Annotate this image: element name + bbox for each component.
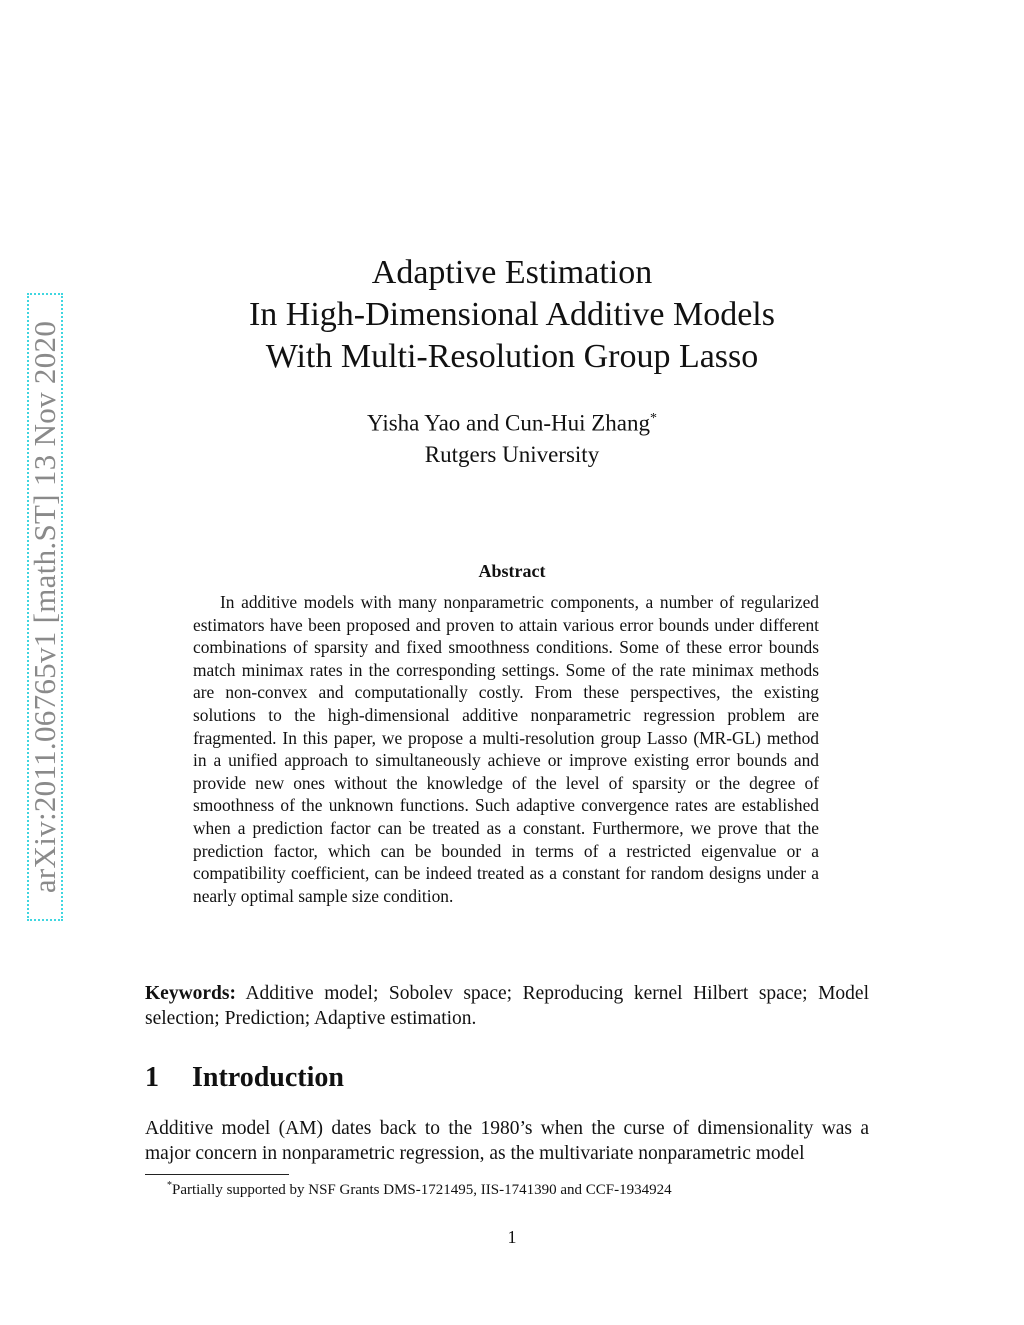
- affiliation: Rutgers University: [424, 441, 600, 467]
- abstract-heading: Abstract: [478, 561, 546, 581]
- title-line: Adaptive Estimation: [371, 254, 653, 291]
- keywords-label: Keywords:: [145, 983, 236, 1004]
- section-heading: [145, 1062, 344, 1094]
- arxiv-identifier-stamp: [27, 293, 63, 921]
- introduction-text: Additive model (AM) dates back to the 1980’s when the curse of dimensionality was a major concern in nonparametric regression, as the multivariate nonparametric model: [145, 1118, 869, 1164]
- title-line: In High-Dimensional Additive Models: [248, 296, 775, 333]
- author-footnote-mark: *: [650, 411, 658, 426]
- keywords-text: Additive model; Sobolev space; Reproducing kernel Hilbert space; Model selection; Prediction; Adaptive estimation.: [145, 983, 869, 1029]
- arxiv-identifier-text: arXiv:2011.06765v1 [math.ST] 13 Nov 2020: [27, 320, 62, 894]
- footnote-divider: [145, 1174, 289, 1175]
- section-number: 1: [145, 1062, 159, 1093]
- author-names-line: [0, 403, 1024, 439]
- author-block: [0, 403, 1024, 470]
- section-title: Introduction: [192, 1062, 344, 1093]
- page-number: 1: [507, 1227, 517, 1247]
- paper-title: [0, 252, 1024, 378]
- author-names: Yisha Yao and Cun-Hui Zhang: [366, 410, 651, 436]
- footnote-mark: *: [167, 1180, 172, 1191]
- footnote: [167, 1180, 672, 1199]
- abstract-text: In additive models with many nonparametric components, a number of regularized estimators have been proposed and proven to attain various error bounds under different combinations of sparsity and fixed smoothness conditions. Some of these error bounds match minimax rates in the corresponding settings. Some of the rate minimax methods are non-convex and computationally costly. From these perspectives, the existing solutions to the high-dimensional additive nonparametric regression problem are fragmented. In this paper, we propose a multi-resolution group Lasso (MR-GL) method in a unified approach to simultaneously achieve or improve existing error bounds and provide new ones without the knowledge of the level of sparsity or the degree of smoothness of the unknown functions. Such adaptive convergence rates are established when a prediction factor can be treated as a constant. Furthermore, we prove that the prediction factor, which can be bounded in terms of a restricted eigenvalue or a compatibility coefficient, can be indeed treated as a constant for random designs under a nearly optimal sample size condition.: [193, 592, 819, 906]
- title-line: With Multi-Resolution Group Lasso: [265, 338, 759, 375]
- keywords-paragraph: [145, 981, 869, 1031]
- footnote-text: Partially supported by NSF Grants DMS-1721495, IIS-1741390 and CCF-1934924: [172, 1182, 672, 1198]
